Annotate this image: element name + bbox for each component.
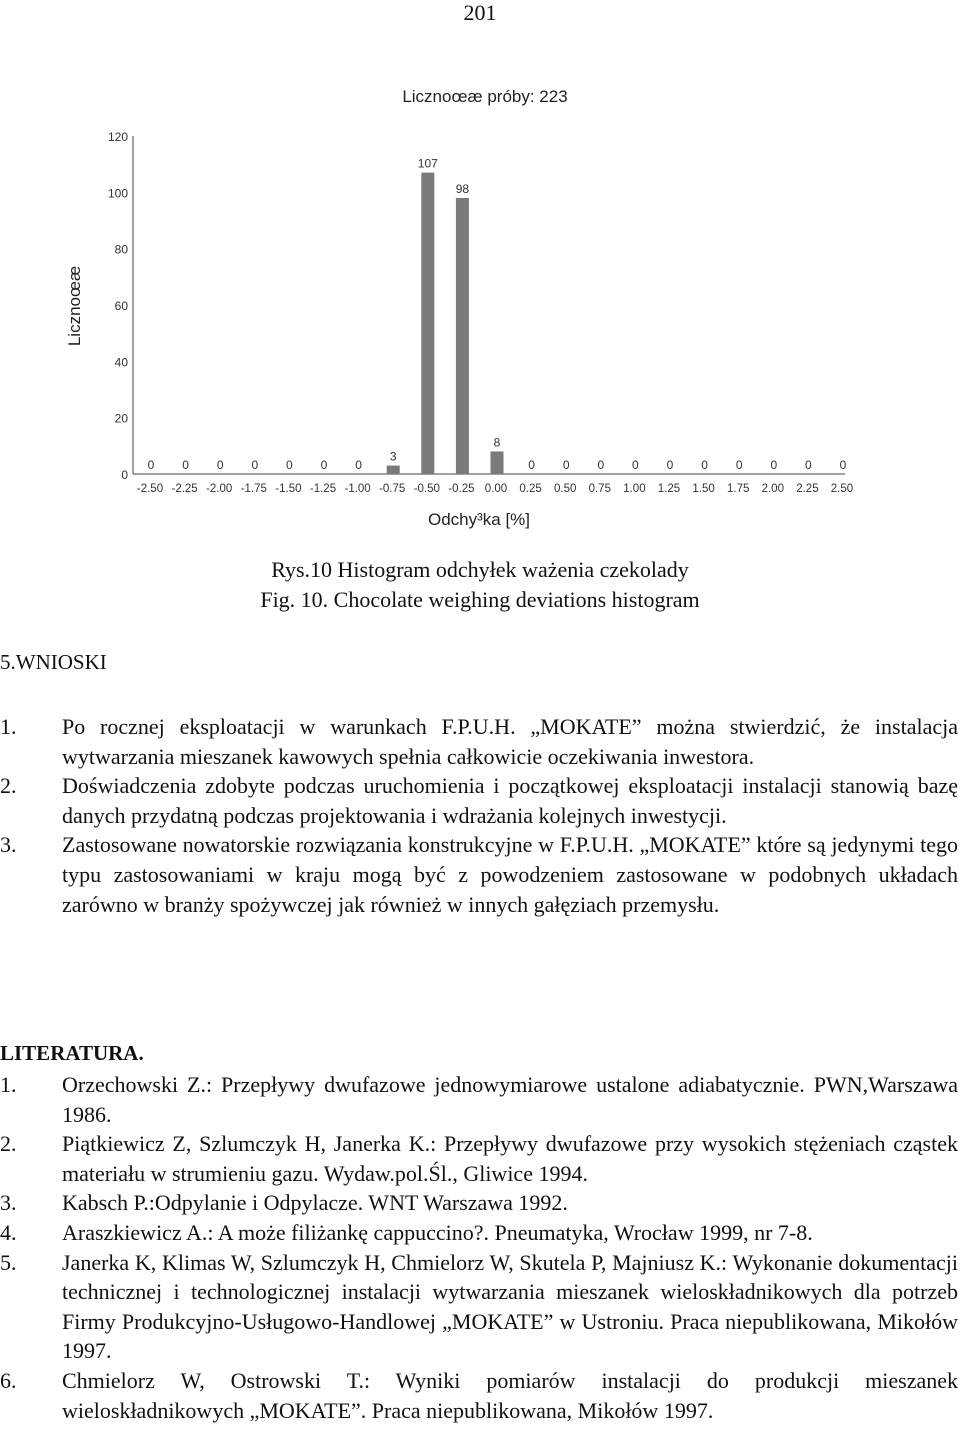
x-tick-label: -1.00: [344, 483, 371, 495]
y-axis-label: Licznoœæ: [65, 265, 84, 347]
bar-value-label: 0: [216, 458, 224, 472]
bar-value-label: 0: [805, 458, 812, 472]
reference-item-number: 6.: [0, 1367, 17, 1393]
x-tick-label: 0.25: [519, 483, 542, 495]
histogram-bar: [456, 198, 469, 474]
chart-title: Licznoœæ próby: 223: [402, 87, 568, 106]
reference-item-text: Janerka K, Klimas W, Szlumczyk H, Chmielorz W, Skutela P, Majniusz K.: Wykonanie dokumentacji technicznej i technologicznej instalacji wytwarzania mieszanek wieloskładnikowych dla potrzeb Firmy Produkcyjno-Usługowo-Handlowej „MOKATE” w Ustroniu. Praca niepublikowana, Mikołów 1997.: [62, 1249, 958, 1364]
reference-item-text: Chmielorz W, Ostrowski T.: Wyniki pomiarów instalacji do produkcji mieszanek wieloskładnikowych „MOKATE”. Praca niepublikowana, Mikołów 1997.: [62, 1367, 958, 1423]
x-tick-label: -2.50: [136, 483, 164, 495]
x-tick-label: 0.50: [554, 483, 577, 495]
bar-value-label: 0: [666, 458, 674, 472]
x-tick-label: -0.75: [379, 483, 406, 495]
conclusion-item: [0, 712, 958, 771]
bar-value-label: 0: [355, 458, 362, 472]
bar-value-label: 0: [528, 458, 535, 472]
figure-caption-polish: Rys.10 Histogram odchyłek ważenia czekolady: [271, 557, 689, 582]
conclusion-item-text: Po rocznej eksploatacji w warunkach F.P.U.H. „MOKATE” można stwierdzić, że instalacja wytwarzania mieszanek kawowych spełnia całkowicie oczekiwania inwestora.: [62, 714, 958, 769]
y-tick-label: 60: [114, 299, 128, 313]
y-tick-label: 0: [121, 468, 128, 482]
x-tick-label: -1.50: [275, 483, 302, 495]
x-tick-label: 1.75: [727, 483, 750, 495]
bar-value-label: 98: [455, 181, 470, 196]
x-tick-label: 2.00: [761, 483, 784, 495]
reference-item-text: Piątkiewicz Z, Szlumczyk H, Janerka K.: Przepływy dwufazowe przy wysokich stężeniach cząstek materiału w strumieniu gazu. Wydaw.pol.Śl., Gliwice 1994.: [62, 1131, 958, 1186]
bar-value-label: 0: [770, 458, 778, 472]
conclusions-heading: 5.WNIOSKI: [0, 650, 107, 674]
reference-item-number: 3.: [0, 1190, 17, 1216]
bar-value-label: 0: [147, 458, 155, 472]
conclusion-item: [0, 830, 958, 919]
x-tick-label: 2.25: [796, 483, 819, 495]
y-tick-label: 20: [114, 411, 128, 426]
bar-value-label: 0: [320, 458, 328, 472]
reference-item-text: Kabsch P.:Odpylanie i Odpylacze. WNT Warszawa 1992.: [62, 1190, 568, 1216]
y-tick-label: 40: [114, 355, 128, 370]
conclusions-list: [0, 712, 958, 919]
reference-item-text: Orzechowski Z.: Przepływy dwufazowe jednowymiarowe ustalone adiabatycznie. PWN,Warszawa 1986.: [62, 1072, 958, 1127]
conclusion-item-number: 3.: [0, 832, 17, 858]
bar-value-label: 0: [839, 458, 847, 472]
reference-item: [0, 1218, 958, 1248]
x-tick-label: -2.00: [206, 483, 233, 495]
conclusion-item-text: Doświadczenia zdobyte podczas uruchomienia i początkowej eksploatacji instalacji stanowią bazę danych przydatną podczas projektowania i wdrażania kolejnych inwestycji.: [62, 773, 958, 828]
reference-item: [0, 1188, 958, 1218]
bar-value-label: 0: [701, 458, 708, 472]
bar-value-label: 0: [632, 458, 639, 472]
bar-value-label: 0: [286, 458, 293, 472]
reference-item-number: 1.: [0, 1072, 17, 1097]
bar-value-label: 8: [493, 435, 501, 450]
conclusion-item-text: Zastosowane nowatorskie rozwiązania konstrukcyjne w F.P.U.H. „MOKATE” które są jedynymi tego typu zastosowaniami w kraju mogą być z powodzeniem zastosowane w podobnych układach zarówno w branży spożywczej jak również w innych gałęziach przemysłu.: [62, 832, 958, 917]
x-tick-label: -0.50: [413, 483, 440, 495]
y-tick-label: 80: [114, 242, 128, 257]
x-tick-label: -1.25: [309, 483, 337, 495]
figure-caption-english: Fig. 10. Chocolate weighing deviations histogram: [260, 587, 700, 612]
x-tick-label: 1.00: [623, 483, 646, 495]
x-tick-label: 1.50: [692, 483, 715, 495]
histogram-chart: [60, 48, 880, 548]
reference-item-number: 2.: [0, 1131, 17, 1157]
bar-value-label: 0: [182, 458, 189, 472]
reference-item-number: 4.: [0, 1219, 17, 1245]
bar-value-label: 0: [251, 458, 259, 472]
bar-value-label: 0: [735, 458, 743, 472]
histogram-bar: [491, 451, 504, 474]
x-tick-label: 0.00: [484, 483, 508, 495]
x-tick-label: 2.50: [830, 483, 854, 495]
references-list: [0, 1070, 958, 1425]
bar-value-label: 0: [597, 458, 605, 472]
bar-value-label: 107: [417, 156, 438, 171]
bar-value-label: 0: [562, 458, 570, 472]
reference-item: [0, 1129, 958, 1188]
x-tick-label: 1.25: [657, 483, 681, 495]
x-axis-label: Odchy³ka [%]: [427, 510, 531, 529]
conclusion-item-number: 2.: [0, 773, 17, 799]
x-tick-label: 0.75: [588, 483, 611, 495]
page-number: 201: [463, 0, 497, 25]
reference-item-number: 5.: [0, 1249, 17, 1275]
reference-item: [0, 1070, 958, 1129]
references-heading: LITERATURA.: [0, 1041, 144, 1065]
conclusion-item: [0, 771, 958, 830]
x-tick-label: -0.25: [448, 483, 475, 495]
reference-item: [0, 1248, 958, 1366]
y-tick-label: 100: [107, 186, 128, 201]
reference-item-text: Araszkiewicz A.: A może filiżankę cappuccino?. Pneumatyka, Wrocław 1999, nr 7-8.: [62, 1219, 813, 1245]
conclusion-item-number: 1.: [0, 714, 17, 739]
histogram-figure: [60, 48, 880, 548]
histogram-bar: [387, 466, 400, 474]
bar-value-label: 3: [389, 449, 397, 464]
x-tick-label: -1.75: [240, 483, 267, 495]
reference-item: [0, 1366, 958, 1425]
y-tick-label: 120: [107, 130, 128, 144]
histogram-bar: [421, 173, 434, 474]
x-tick-label: -2.25: [171, 483, 198, 495]
